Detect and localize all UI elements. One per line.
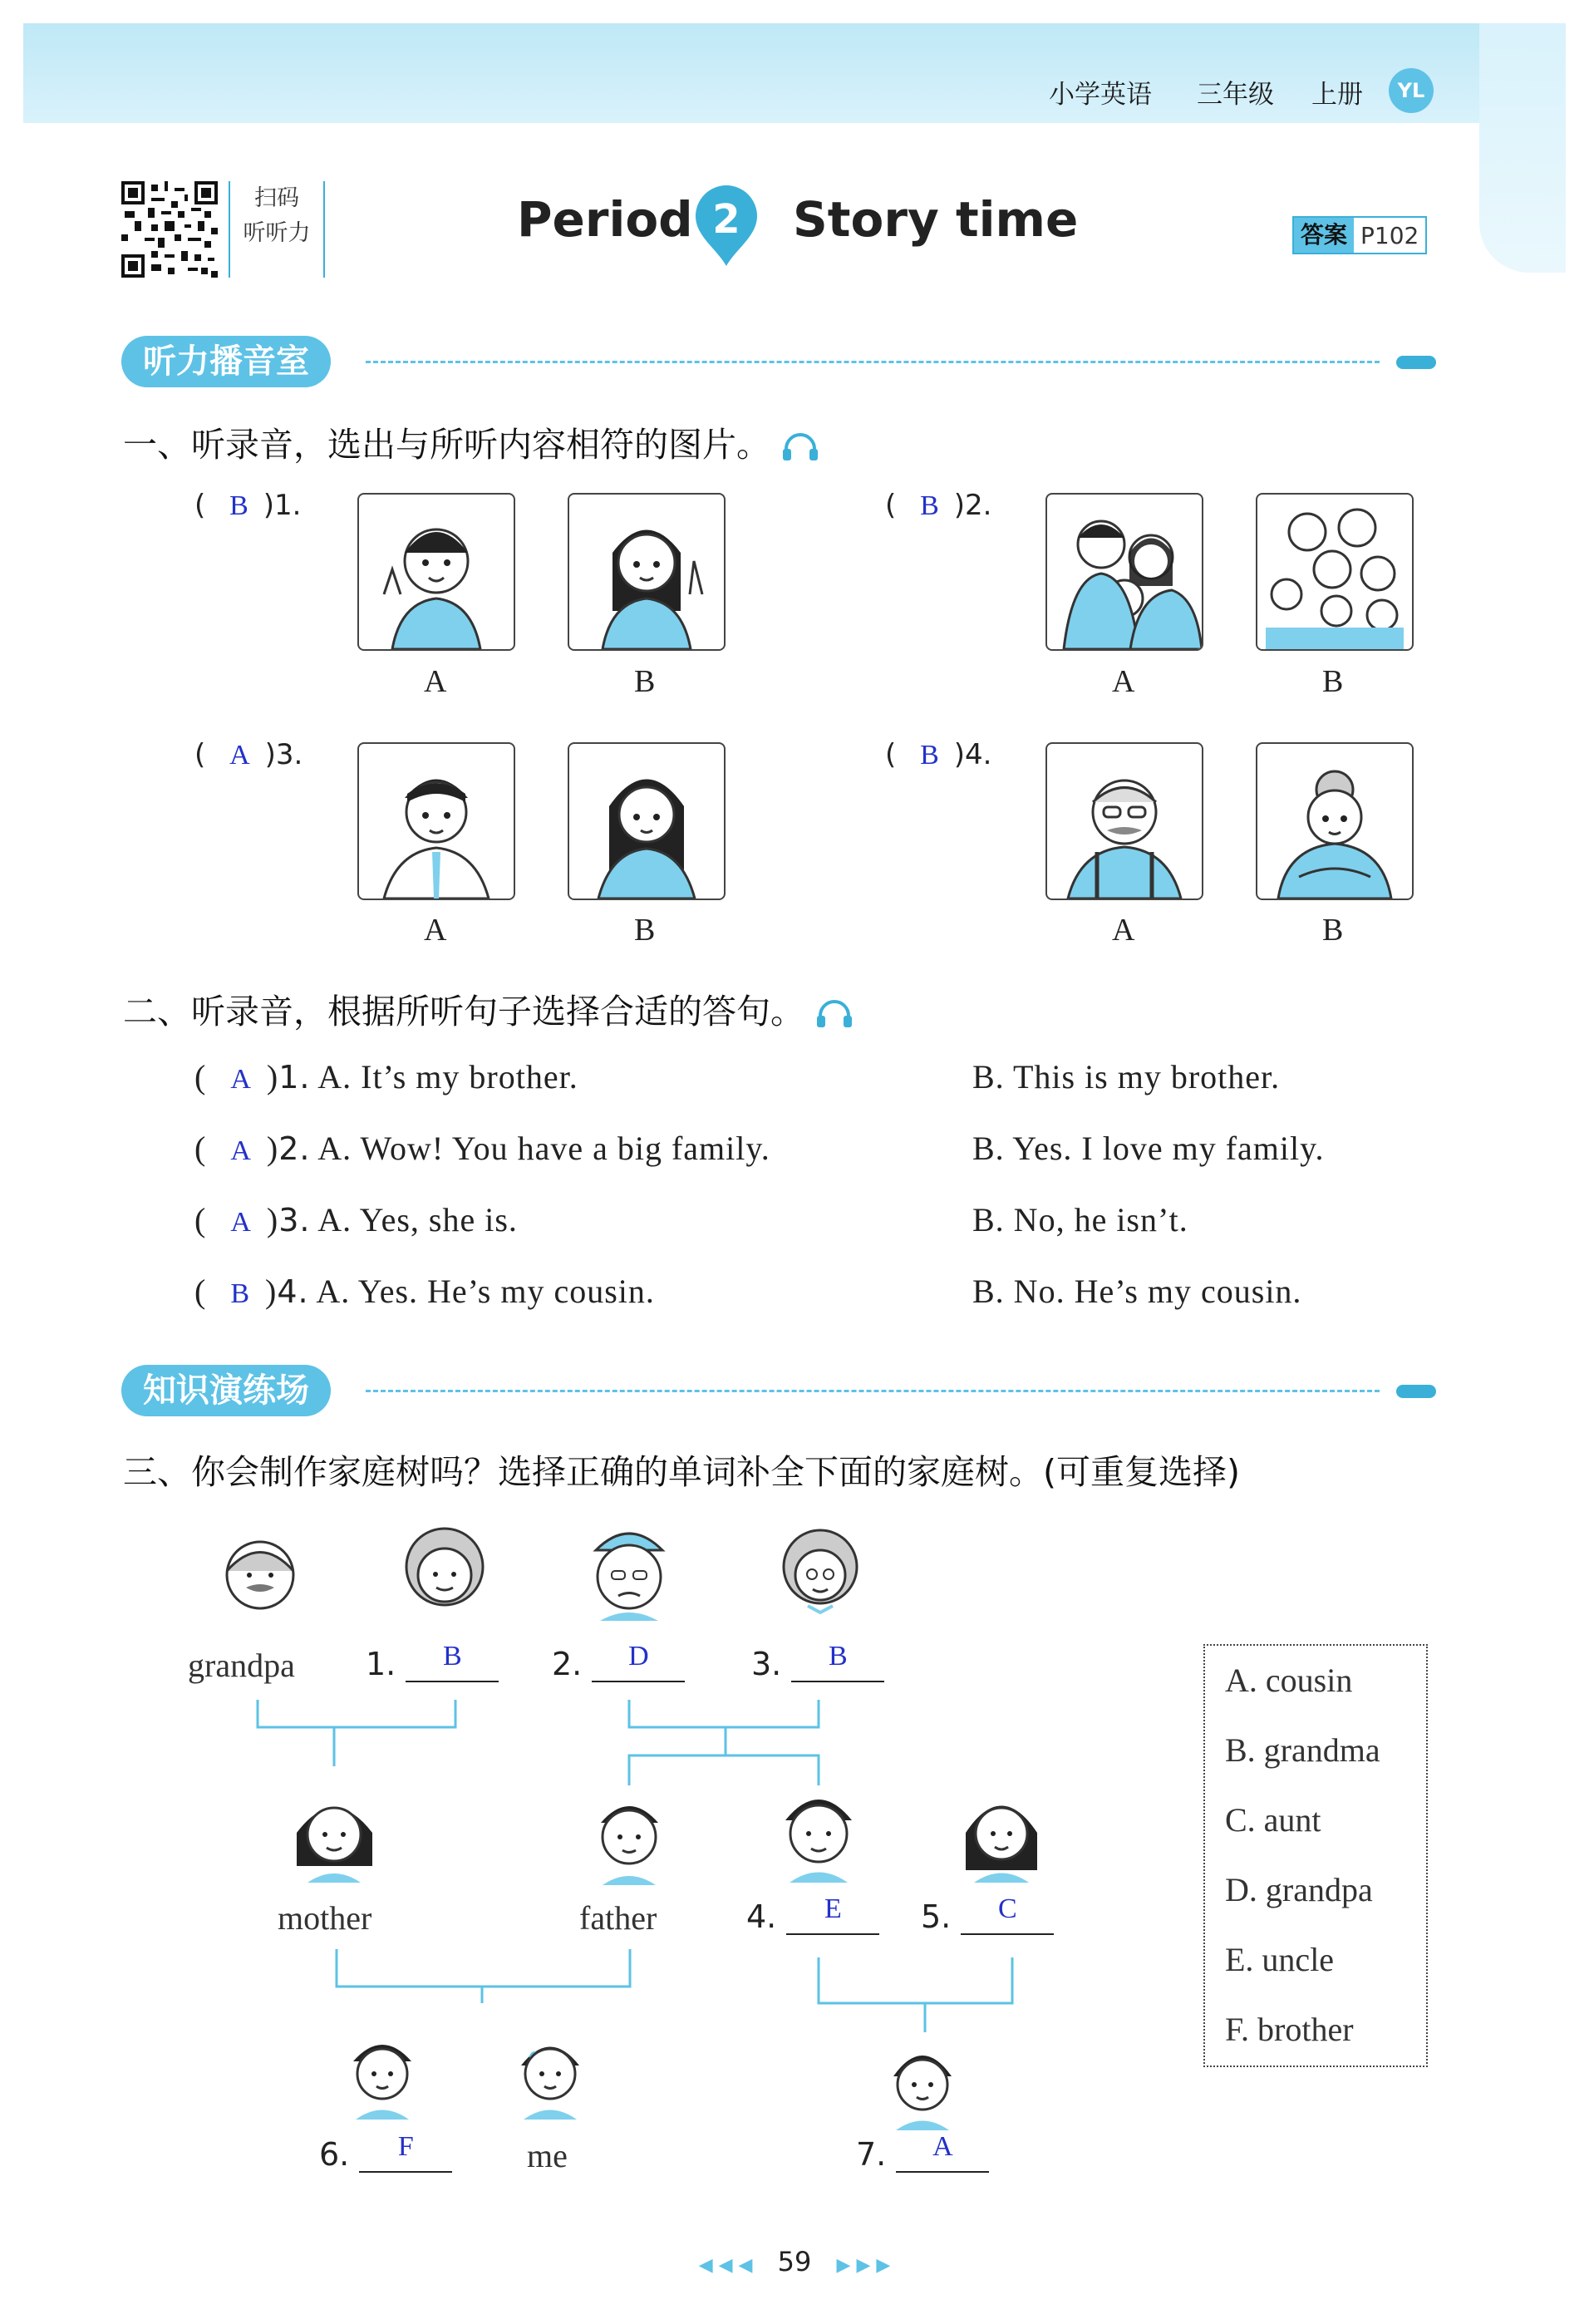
q2-item-1-option-b: B. This is my brother. bbox=[972, 1058, 1281, 1096]
scan-line-1: 扫码 bbox=[254, 185, 299, 211]
q2-item-2-option-b: B. Yes. I love my family. bbox=[972, 1130, 1325, 1167]
grade-label: 三年级 bbox=[1197, 80, 1274, 110]
q3-title: 三、你会制作家庭树吗？选择正确的单词补全下面的家庭树。(可重复选择) bbox=[123, 1452, 1240, 1492]
period-label: Period bbox=[517, 191, 693, 248]
q2-item-3: ( A )3. A. Yes, she is. bbox=[194, 1201, 518, 1238]
item-number: 1. bbox=[278, 1059, 311, 1096]
q2-item-1: ( A )1. A. It’s my brother. bbox=[194, 1058, 578, 1096]
mother-label: mother bbox=[278, 1899, 372, 1937]
mother-face-icon bbox=[287, 1783, 382, 1883]
next-arrows-icon: ▶ ▶ ▶ bbox=[836, 2255, 891, 2276]
page-number: 59 bbox=[777, 2246, 812, 2277]
q2-item-4: ( B )4. A. Yes. He’s my cousin. bbox=[194, 1273, 655, 1310]
option-label-b: B bbox=[1322, 913, 1344, 948]
item-number: 4. bbox=[277, 1273, 309, 1310]
blank-answer: E bbox=[824, 1893, 842, 1924]
q2-item-3-option-b: B. No, he isn’t. bbox=[972, 1201, 1188, 1238]
option-label-a: A bbox=[1112, 664, 1135, 699]
tree-blank-4[interactable] bbox=[746, 1893, 879, 1935]
father-face-icon bbox=[586, 1785, 673, 1885]
aunt-face-icon bbox=[956, 1779, 1047, 1883]
grandpa-face-icon bbox=[214, 1529, 306, 1621]
tree-blank-2[interactable] bbox=[552, 1641, 685, 1682]
section-practice: 知识演练场 bbox=[121, 1365, 331, 1416]
blank-answer: B bbox=[443, 1641, 462, 1672]
answer-text[interactable]: A bbox=[230, 1064, 252, 1095]
tree-blank-7[interactable] bbox=[856, 2131, 989, 2173]
q2-item-2: ( A )2. A. Wow! You have a big family. bbox=[194, 1130, 770, 1167]
item-number: 2. bbox=[965, 489, 992, 522]
word-option-f: F. brother bbox=[1225, 2011, 1354, 2048]
option-a: A. Yes, she is. bbox=[317, 1201, 518, 1238]
answer-text: A bbox=[229, 740, 250, 771]
word-bank bbox=[1203, 1644, 1428, 2067]
option-label-a: A bbox=[1112, 913, 1135, 948]
uncle-face-icon bbox=[773, 1779, 864, 1883]
option-label-a: A bbox=[424, 664, 447, 699]
cousin-face-icon bbox=[881, 2035, 964, 2130]
blank-number: 1. bbox=[366, 1646, 396, 1682]
blank-answer: F bbox=[397, 2131, 414, 2162]
word-option-d: D. grandpa bbox=[1225, 1871, 1373, 1908]
page-footer bbox=[0, 2246, 1589, 2277]
blank-number: 3. bbox=[751, 1646, 782, 1682]
item-number: 4. bbox=[965, 738, 992, 771]
q2-title-text: 二、听录音，根据所听句子选择合适的答句。 bbox=[123, 992, 804, 1032]
answer-text: B bbox=[920, 490, 939, 521]
scan-line-2: 听听力 bbox=[243, 220, 311, 246]
lesson-title: Story time bbox=[793, 191, 1079, 248]
option-label-a: A bbox=[424, 913, 447, 948]
blank-number: 7. bbox=[856, 2136, 887, 2173]
tree-blank-6[interactable] bbox=[319, 2131, 452, 2173]
father-label: father bbox=[579, 1899, 657, 1937]
option-label-b: B bbox=[1322, 664, 1344, 699]
q2-item-4-option-b: B. No. He’s my cousin. bbox=[972, 1273, 1302, 1310]
blank-answer: C bbox=[998, 1893, 1017, 1924]
answer-label: 答案 bbox=[1294, 218, 1354, 253]
q1-item-3-answer[interactable]: ( A )3. bbox=[194, 738, 303, 771]
word-option-c: C. aunt bbox=[1225, 1801, 1321, 1839]
answer-page: P102 bbox=[1360, 221, 1419, 249]
tree-blank-3[interactable] bbox=[751, 1641, 884, 1682]
grandma-glasses-face-icon bbox=[775, 1521, 866, 1621]
edition-badge: YL bbox=[1389, 68, 1434, 113]
volume-label: 上册 bbox=[1311, 80, 1363, 110]
answer-text[interactable]: A bbox=[230, 1207, 252, 1238]
brother-face-icon bbox=[341, 2024, 424, 2120]
word-option-a: A. cousin bbox=[1225, 1662, 1353, 1699]
grandpa-label: grandpa bbox=[188, 1647, 295, 1684]
word-option-b: B. grandma bbox=[1225, 1731, 1380, 1769]
grandma-face-icon bbox=[395, 1521, 494, 1621]
answer-text[interactable]: A bbox=[230, 1135, 252, 1166]
answer-text: B bbox=[229, 490, 248, 521]
grandpa-with-hat-face-icon bbox=[583, 1517, 675, 1621]
option-a: A. Yes. He’s my cousin. bbox=[316, 1273, 655, 1310]
section-listening: 听力播音室 bbox=[121, 336, 331, 387]
item-number: 2. bbox=[278, 1130, 311, 1167]
tree-blank-5[interactable] bbox=[921, 1893, 1054, 1935]
period-number: 2 bbox=[712, 196, 740, 243]
q1-item-4-answer[interactable]: ( B )4. bbox=[885, 738, 992, 771]
option-a: A. It’s my brother. bbox=[317, 1058, 578, 1096]
blank-number: 5. bbox=[921, 1898, 952, 1935]
q1-item-1-answer[interactable]: ( B )1. bbox=[194, 489, 302, 522]
tree-blank-1[interactable] bbox=[366, 1641, 499, 1682]
q1-item-2-answer[interactable]: ( B )2. bbox=[885, 489, 992, 522]
blank-answer: A bbox=[932, 2131, 953, 2162]
me-label: me bbox=[527, 2137, 568, 2174]
option-a: A. Wow! You have a big family. bbox=[317, 1130, 770, 1167]
me-face-icon bbox=[509, 2024, 592, 2120]
item-number: 1. bbox=[274, 489, 302, 522]
option-label-b: B bbox=[634, 913, 656, 948]
blank-answer: D bbox=[628, 1641, 649, 1672]
blank-number: 2. bbox=[552, 1646, 583, 1682]
item-number: 3. bbox=[275, 738, 303, 771]
blank-number: 6. bbox=[319, 2136, 350, 2173]
prev-arrows-icon: ◀ ◀ ◀ bbox=[698, 2255, 753, 2276]
answer-text: B bbox=[920, 740, 939, 771]
blank-number: 4. bbox=[746, 1898, 777, 1935]
blank-answer: B bbox=[829, 1641, 848, 1672]
subject-label: 小学英语 bbox=[1049, 80, 1152, 110]
answer-text[interactable]: B bbox=[230, 1278, 251, 1309]
q1-title-text: 一、听录音，选出与所听内容相符的图片。 bbox=[123, 425, 770, 465]
word-option-e: E. uncle bbox=[1225, 1941, 1335, 1978]
item-number: 3. bbox=[278, 1202, 311, 1238]
option-label-b: B bbox=[634, 664, 656, 699]
